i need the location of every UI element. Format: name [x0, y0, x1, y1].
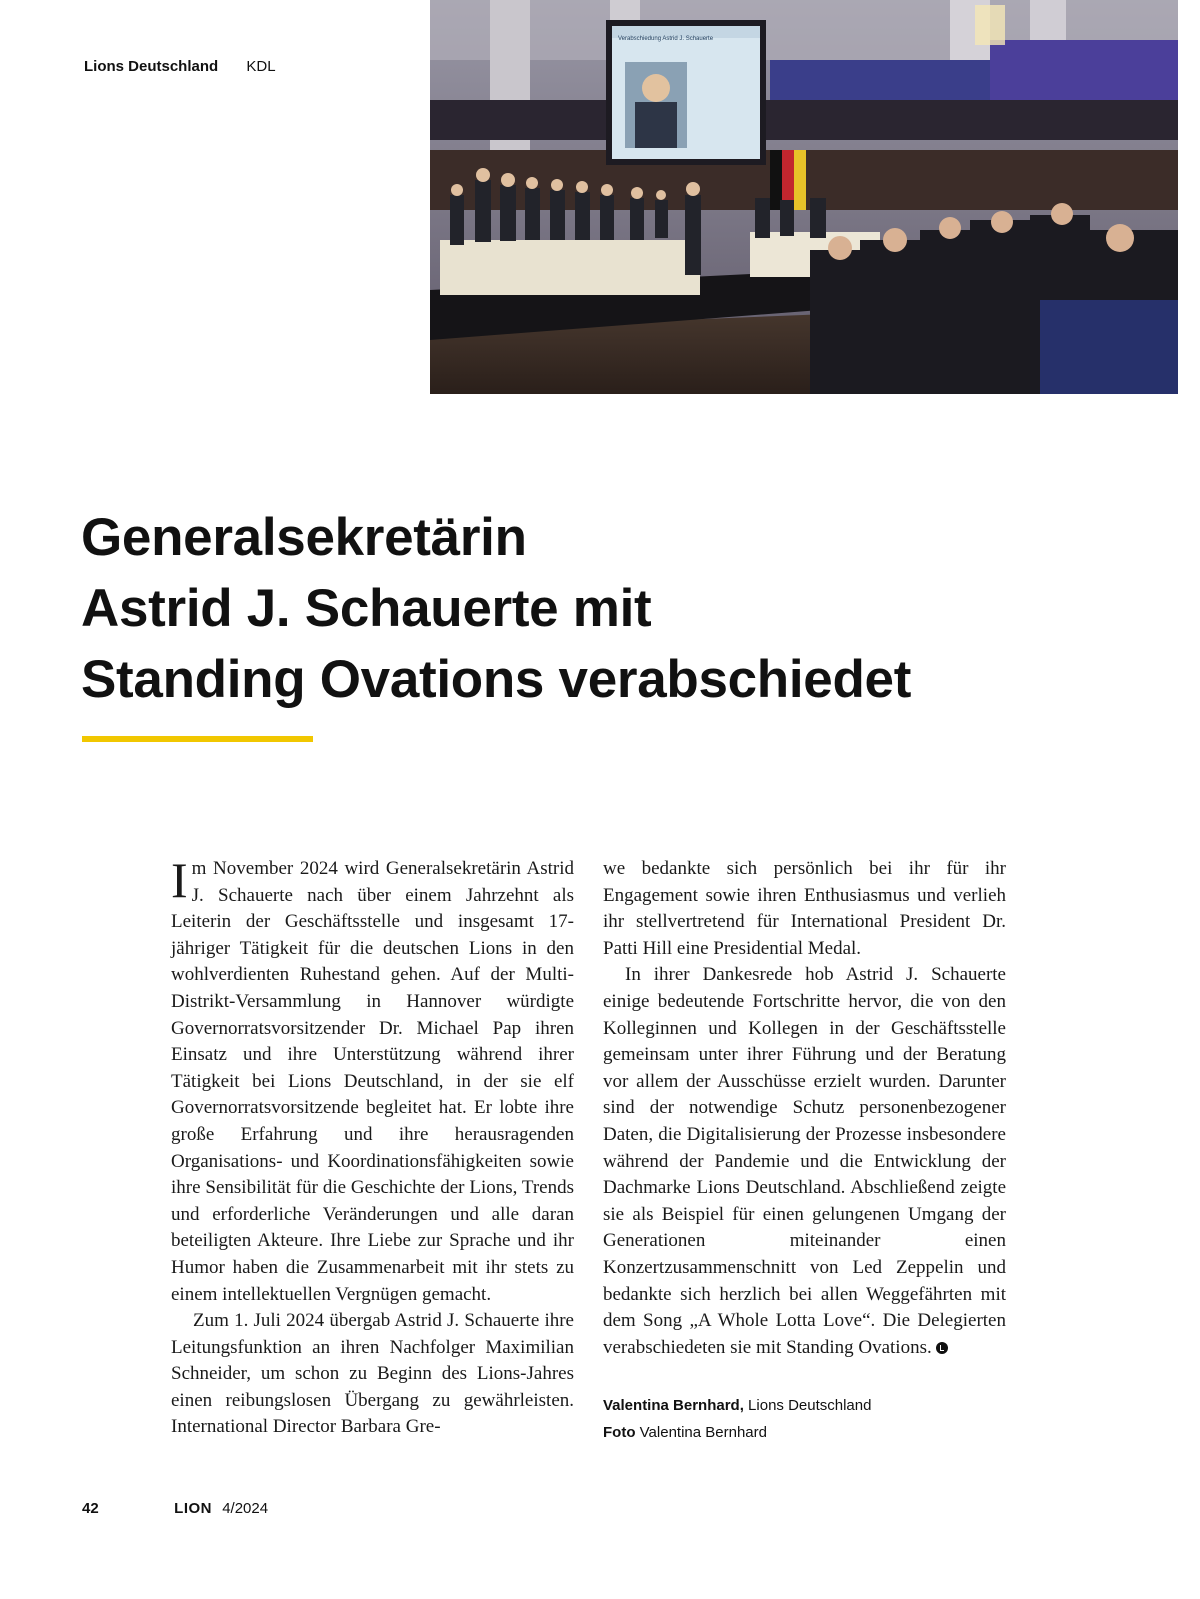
body-paragraph — [171, 852, 574, 1308]
paragraph-text: we bedankte sich persönlich bei ihr für ihr Engagement sowie ihren Enthusiasmus und verlieh ihr stellvertretend für International President Dr. Patti Hill eine Presidential Medal. — [603, 858, 1006, 959]
article-credits — [603, 1392, 1023, 1446]
end-of-article-icon — [936, 1342, 948, 1354]
page-number: 42 — [82, 1500, 99, 1517]
drop-cap: I — [171, 852, 188, 908]
article-title — [81, 502, 911, 715]
photo-credit-label: Foto — [603, 1424, 636, 1441]
photo-credit — [603, 1419, 1023, 1446]
article-column-right — [603, 856, 1006, 1361]
author-org: Lions Deutschland — [748, 1397, 872, 1414]
subsection-label: KDL — [246, 58, 276, 75]
section-label: Lions Deutschland — [84, 58, 219, 75]
page-footer — [82, 1500, 268, 1517]
article-photo — [430, 0, 1178, 394]
title-line-1: Generalsekretärin — [81, 508, 527, 567]
article-column-left — [171, 852, 574, 1441]
page-header — [84, 58, 276, 75]
author-credit — [603, 1392, 1023, 1419]
body-paragraph — [603, 962, 1006, 1361]
author-name: Valentina Bernhard, — [603, 1397, 744, 1414]
body-paragraph — [171, 1308, 574, 1441]
issue-number: 4/2024 — [222, 1500, 269, 1517]
paragraph-text: In ihrer Dankesrede hob Astrid J. Schauerte einige bedeutende Fortschritte hervor, die von den Kolleginnen und Kollegen in der Geschäftsstelle gemeinsam unter ihrer Führung und der Beratung vor allem der Ausschüsse erzielt wurden. Darunter sind der notwendige Schutz personenbezogener Daten, die Digitalisierung der Prozesse insbesondere während der Pandemie und die Entwicklung der Dachmarke Lions Deutschland. Abschließend zeigte sie als Beispiel für einen gelungenen Umgang der Generationen miteinander einen Konzertzusammenschnitt von Led Zeppelin und bedankte sich herzlich bei allen Weggefährten mit dem Song „A Whole Lotta Love“. Die Delegierten verabschiedeten sie mit Standing Ovations. — [603, 964, 1006, 1358]
paragraph-text: Zum 1. Juli 2024 übergab Astrid J. Schauerte ihre Leitungsfunktion an ihren Nachfolger Maximilian Schneider, um schon zu Beginn des Lions-Jahres einen reibungslosen Übergang zu gewährleisten. International Director Barbara Gre- — [171, 1310, 574, 1438]
body-paragraph — [603, 856, 1006, 962]
screen-caption: Verabschiedung Astrid J. Schauerte — [618, 36, 714, 42]
title-line-2: Astrid J. Schauerte mit — [81, 579, 652, 638]
title-accent-rule — [82, 736, 313, 742]
magazine-name: LION — [174, 1500, 213, 1517]
photo-credit-name: Valentina Bernhard — [639, 1424, 767, 1441]
paragraph-text: m November 2024 wird Generalsekretärin Astrid J. Schauerte nach über einem Jahrzehnt als Leiterin der Geschäftsstelle und insgesamt 17-jähriger Tätigkeit für die deutschen Lions in den wohlverdienten Ruhestand gehen. Auf der Multi-Distrikt-Versammlung in Hannover würdigte Governorratsvorsitzender Dr. Michael Pap ihren Einsatz und ihre Unterstützung während ihrer Tätigkeit bei Lions Deutschland, in der sie elf Governorratsvorsitzende begleitet hat. Er lobte ihre große Erfahrung und ihre herausragenden Organisations- und Koordinationsfähigkeiten sowie ihre Sensibilität für die Geschichte der Lions, Trends und erforderliche Veränderungen und alle daran beteiligten Akteure. Ihre Liebe zur Sprache und ihr Humor haben die Zusammenarbeit mit ihr stets zu einem intellektuellen Vergnügen gemacht. — [171, 858, 574, 1305]
title-line-3: Standing Ovations verabschiedet — [81, 650, 912, 709]
